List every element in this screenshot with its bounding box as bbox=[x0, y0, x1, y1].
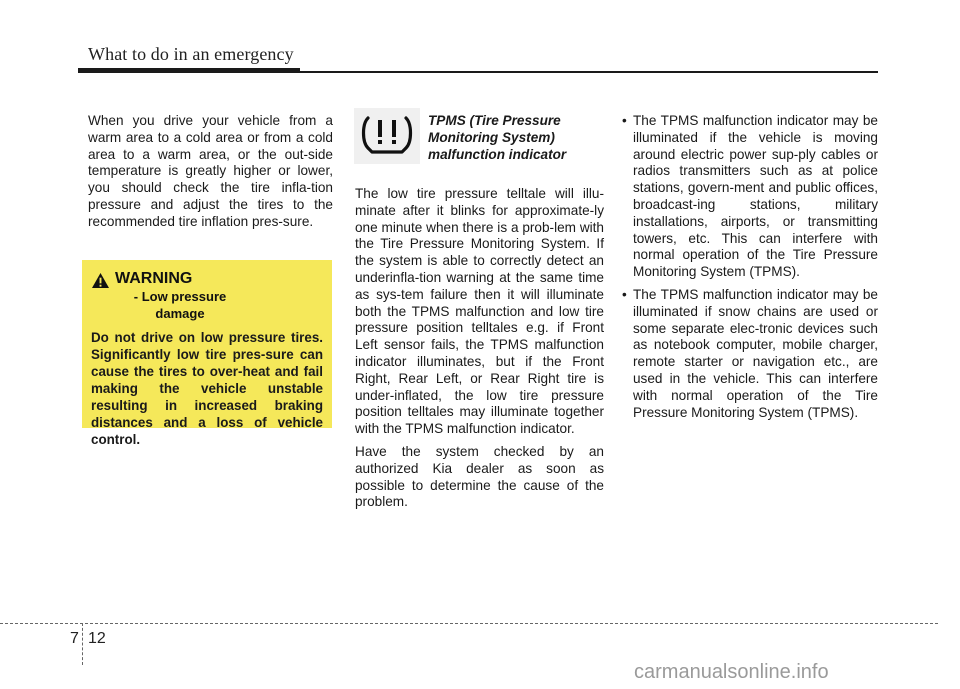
warning-box bbox=[82, 260, 332, 447]
warning-header bbox=[91, 270, 323, 323]
page-header-title: What to do in an emergency bbox=[88, 44, 294, 64]
watermark: carmanualsonline.info bbox=[634, 661, 829, 683]
tpms-icon-box bbox=[354, 108, 420, 164]
tpms-malfunction-icon bbox=[354, 108, 420, 164]
warning-body: Do not drive on low pressure tires. Significantly low tire pres-sure can cause the tires to over-heat and fail making the vehicle unstable resulting in increased braking distances and a loss of vehicle control. bbox=[91, 330, 323, 447]
right-column bbox=[622, 113, 878, 427]
warning-label: WARNING bbox=[115, 270, 193, 287]
bullet-item: • The TPMS malfunction indicator may be illuminated if the vehicle is moving around electric power sup-ply cables or radios transmitters such as at police stations, govern-ment and public offices, broadcast-ing stations, military installations, airports, or transmitting towers, etc. This can interfere with normal operation of the Tire Pressure Monitoring System (TPMS). bbox=[622, 113, 878, 281]
middle-column bbox=[355, 186, 604, 517]
tpms-section-title: TPMS (Tire Pressure Monitoring System) malfunction indicator bbox=[428, 113, 567, 162]
chapter-number: 7 bbox=[70, 630, 79, 647]
footer-rule bbox=[0, 623, 938, 624]
warning-subtitle: - Low pressure damage bbox=[133, 289, 227, 321]
tpms-paragraph-2: Have the system checked by an authorized Kia dealer as soon as possible to determine the cause of the problem. bbox=[355, 443, 604, 510]
tpms-paragraph-1: The low tire pressure telltale will illu-minate after it blinks for approximate-ly one minute when there is a prob-lem with the Tire Pressure Monitoring System. If the system is able to correctly detect an underinfla-tion warning at the same time as sys-tem failure then it will illuminate both the TPMS malfunction and low tire pressure position telltales e.g. if Front Left sensor fails, the TPMS malfunction indicator illuminates, but if the Front Right, Rear Left, or Rear Right tire is under-inflated, the low tire pressure position telltales may illuminate together with the TPMS malfunction indicator. bbox=[355, 186, 604, 437]
warning-triangle-icon bbox=[91, 272, 110, 289]
left-column bbox=[88, 113, 333, 237]
header-rule bbox=[78, 71, 878, 73]
intro-paragraph: When you drive your vehicle from a warm area to a cold area or from a cold area to a warm area, or the out-side temperature is greatly higher or lower, you should check the tire infla-tion pressure and adjust the tires to the recommended tire inflation pres-sure. bbox=[88, 113, 333, 229]
page-number: 12 bbox=[88, 630, 106, 647]
footer-divider bbox=[82, 623, 83, 665]
bullet-item: • The TPMS malfunction indicator may be illuminated if snow chains are used or some separate elec-tronic devices such as notebook computer, mobile charger, remote starter or navigation etc., are used in the vehicle. This can interfere with normal operation of the Tire Pressure Monitoring System (TPMS). bbox=[622, 287, 878, 421]
